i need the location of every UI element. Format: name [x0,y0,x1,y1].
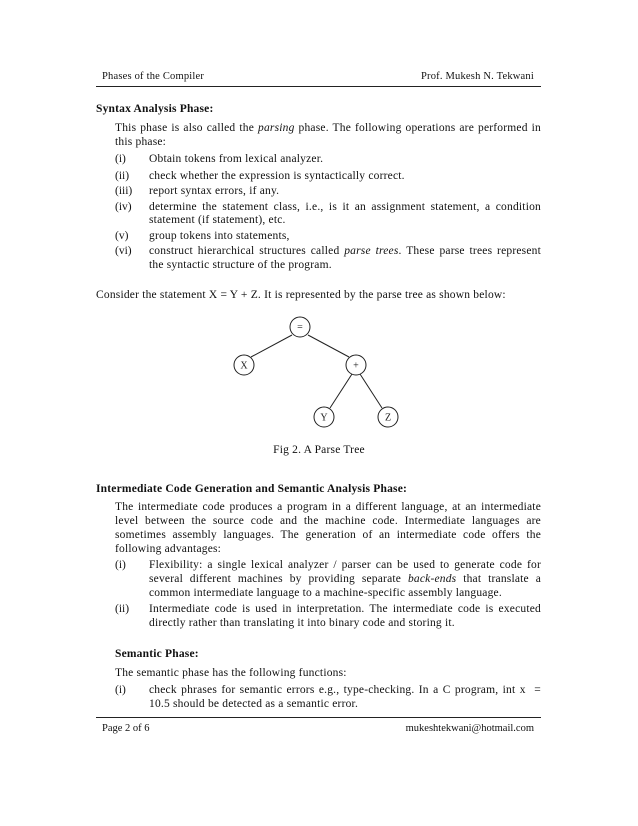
icg-para-line: following advantages: [115,543,222,555]
icg-item-number: (i) [115,559,126,571]
syntax-heading: Syntax Analysis Phase: [96,103,214,115]
semantic-item-text: check phrases for semantic errors e.g., type-checking. In a C program, int x = [149,684,541,696]
icg-item-text: common intermediate language to a machine-specific assembly language. [149,587,502,599]
syntax-item-text: the syntactic structure of the program. [149,259,332,271]
icg-para-line: The intermediate code produces a program in a different language, at an intermediate [115,501,541,513]
syntax-item6-text-b: . These parse trees represent [398,245,541,257]
icg-para-line: level between the source code and the machine code. Intermediate languages are [115,515,541,527]
syntax-intro-line2: this phase: [115,136,167,148]
icg-item-number: (ii) [115,603,130,615]
syntax-item-number: (iv) [115,201,132,213]
icg-item1-text-a: several different machines by providing separate [149,573,408,585]
tree-label-plus: + [353,360,359,372]
tree-edge [330,374,352,408]
semantic-item-number: (i) [115,684,126,696]
syntax-item-text: Obtain tokens from lexical analyzer. [149,153,324,165]
syntax-item6-text-a: construct hierarchical structures called [149,245,345,257]
syntax-item-number: (i) [115,153,126,165]
semantic-heading: Semantic Phase: [115,648,199,660]
tree-label-x: X [240,360,248,372]
icg-item-text: Flexibility: a single lexical analyzer / parser can be used to generate code for [149,559,541,571]
figure-caption: Fig 2. A Parse Tree [273,444,365,456]
syntax-item-text: determine the statement class, i.e., is it an assignment statement, a condition [149,201,541,213]
icg-item1-emphasis: back-ends [407,573,457,585]
icg-para-line: sometimes assembly languages. The generation of an intermediate code offers the [115,529,541,541]
tree-edge [360,374,382,408]
icg-item-text: directly rather than translating it into binary code and storing it. [149,617,455,629]
syntax-intro-text-a: This phase is also called the [115,122,258,134]
syntax-item-number: (iii) [115,185,133,197]
tree-label-root: = [297,322,303,333]
semantic-intro: The semantic phase has the following functions: [115,667,347,679]
syntax-item-text: statement (if statement), etc. [149,214,286,226]
semantic-item-text: 10.5 should be detected as a semantic error. [149,698,359,710]
tree-edge [251,335,292,357]
tree-label-z: Z [384,412,392,424]
syntax-item-number: (ii) [115,170,130,182]
icg-item-text: Intermediate code is used in interpretation. The intermediate code is executed [149,603,541,615]
icg-item1-text-b: that translate a [456,573,541,585]
footer-email: mukeshtekwani@hotmail.com [405,723,534,734]
syntax-item-number: (v) [115,230,129,242]
tree-label-y: Y [320,412,328,424]
syntax-item-text: check whether the expression is syntactically correct. [149,170,405,182]
syntax-item-number: (vi) [115,245,132,257]
page-number: Page 2 of 6 [102,723,150,734]
footer-rule [96,717,541,718]
syntax-intro-emphasis: parsing [258,122,295,134]
tree-edge [308,335,349,357]
consider-statement: Consider the statement X = Y + Z. It is represented by the parse tree as shown below: [96,289,506,301]
syntax-item6-emphasis: parse trees [344,245,399,257]
syntax-item-text: group tokens into statements, [149,230,290,242]
syntax-intro-text-b: phase. The following operations are performed in [294,122,542,134]
header-author: Prof. Mukesh N. Tekwani [420,71,534,82]
header-title: Phases of the Compiler [102,71,205,82]
icg-item-text [149,572,541,587]
icg-heading: Intermediate Code Generation and Semantic Analysis Phase: [96,483,408,495]
syntax-item-text: report syntax errors, if any. [149,185,280,197]
